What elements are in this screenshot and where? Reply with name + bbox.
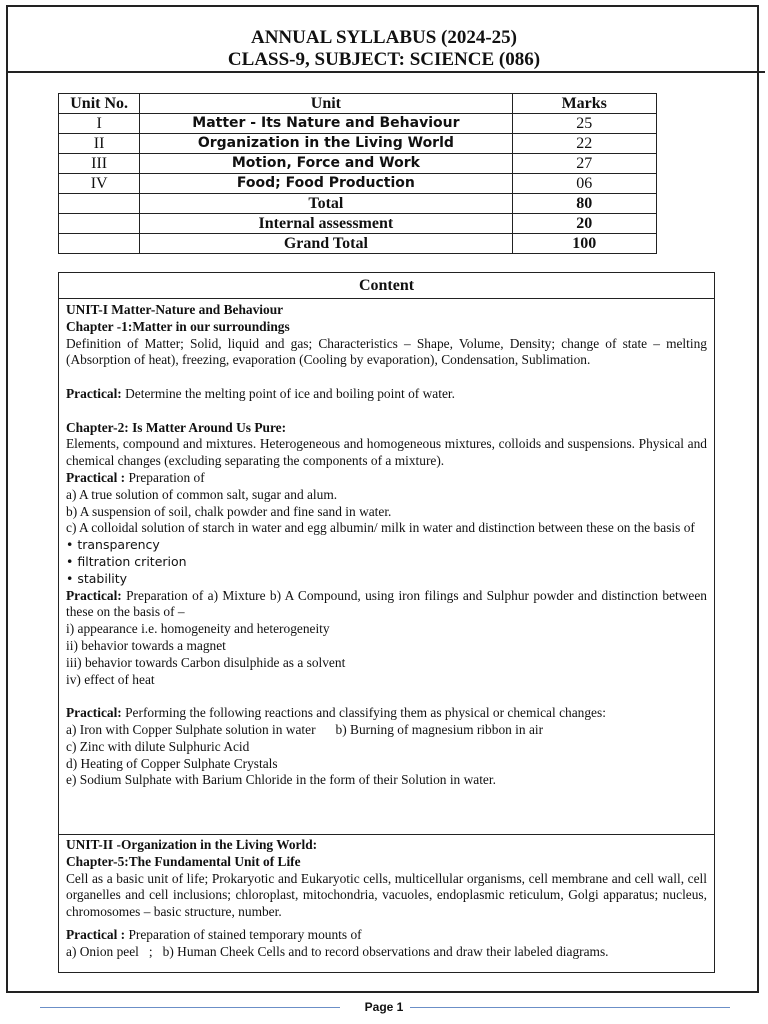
list-item bbox=[66, 722, 707, 739]
header-marks: Marks bbox=[512, 94, 657, 114]
table-row bbox=[59, 174, 657, 194]
chapter5-heading bbox=[66, 854, 707, 871]
unit-no-cell: III bbox=[59, 154, 140, 174]
practical-text: Performing the following reactions and classifying them as physical or chemical changes: bbox=[121, 705, 606, 721]
table-row bbox=[59, 114, 657, 134]
chapter5-text: Cell as a basic unit of life; Prokaryotic and Eukaryotic cells, multicellular organisms, cell membrane and cell wall, cell organelles and cell inclusions; chloroplast, mitochondria, vacuoles, endoplasmic reticulum, Golgi apparatus; nucleus, chromosomes – basic structure, number. bbox=[66, 870, 707, 920]
internal-assessment-row bbox=[59, 214, 657, 234]
list-item: d) Heating of Copper Sulphate Crystals bbox=[66, 755, 278, 771]
content-heading: Content bbox=[59, 273, 714, 299]
page-number: Page 1 bbox=[364, 1000, 404, 1014]
practical-text: Preparation of bbox=[125, 469, 205, 485]
chapter1-title: :Matter in our surroundings bbox=[127, 318, 290, 334]
practical-label: Practical: bbox=[66, 705, 122, 721]
practical-label: Practical: bbox=[66, 385, 122, 401]
chapter1-label: Chapter -1 bbox=[66, 318, 128, 334]
chapter5-label: Chapter-5 bbox=[66, 853, 125, 869]
content-box bbox=[58, 272, 715, 973]
total-row bbox=[59, 194, 657, 214]
header-unit-no: Unit No. bbox=[59, 94, 140, 114]
unit1-section bbox=[59, 299, 714, 835]
unit1-title: UNIT-I Matter-Nature and Behaviour bbox=[66, 302, 284, 317]
list-item: a) A true solution of common salt, sugar and alum. bbox=[66, 486, 338, 502]
list-item: iii) behavior towards Carbon disulphide as a solvent bbox=[66, 654, 346, 670]
class-subject-title: CLASS-9, SUBJECT: SCIENCE (086) bbox=[227, 49, 541, 70]
marks-cell: 06 bbox=[512, 174, 657, 194]
chapter5-title: :The Fundamental Unit of Life bbox=[124, 853, 301, 869]
practical-2 bbox=[66, 470, 707, 487]
unit-name-cell: Organization in the Living World bbox=[140, 134, 512, 154]
internal-assessment-marks: 20 bbox=[512, 214, 657, 234]
table-row bbox=[59, 154, 657, 174]
list-item: i) appearance i.e. homogeneity and heterogeneity bbox=[66, 621, 330, 637]
internal-assessment-label: Internal assessment bbox=[140, 214, 512, 234]
header-unit: Unit bbox=[140, 94, 512, 114]
reaction-b: b) Burning of magnesium ribbon in air bbox=[335, 721, 544, 737]
bullet-item: • transparency bbox=[66, 537, 160, 553]
unit2-section bbox=[59, 835, 714, 961]
practical-text: Preparation of a) Mixture b) A Compound, using iron filings and Sulphur powder and distinction between these on the basis of – bbox=[66, 587, 707, 620]
unit-no-cell bbox=[59, 194, 140, 214]
practical-label: Practical : bbox=[66, 926, 126, 942]
chapter2-text: Elements, compound and mixtures. Heterogeneous and homogeneous mixtures, colloids and suspensions. Physical and chemical changes (excluding separating the components of a mixture). bbox=[66, 436, 707, 469]
total-marks: 80 bbox=[512, 194, 657, 214]
practical-4 bbox=[66, 705, 707, 722]
unit-no-cell: II bbox=[59, 134, 140, 154]
marks-cell: 27 bbox=[512, 154, 657, 174]
unit-no-cell: IV bbox=[59, 174, 140, 194]
practical-5 bbox=[66, 927, 707, 944]
list-item: a) Onion peel ; b) Human Cheek Cells and to record observations and draw their labeled diagrams. bbox=[66, 943, 609, 959]
grand-total-label: Grand Total bbox=[140, 234, 512, 254]
bullet-item: • filtration criterion bbox=[66, 553, 187, 569]
chapter1-text: Definition of Matter; Solid, liquid and gas; Characteristics – Shape, Volume, Density; change of state – melting (Absorption of heat), freezing, evaporation (Cooling by evaporation), Condensation, Sublimation. bbox=[66, 335, 707, 368]
syllabus-title: ANNUAL SYLLABUS (2024-25) bbox=[250, 27, 518, 48]
practical-label: Practical : bbox=[66, 469, 126, 485]
list-item: e) Sodium Sulphate with Barium Chloride in the form of their Solution in water. bbox=[66, 772, 496, 788]
reaction-a: a) Iron with Copper Sulphate solution in water bbox=[66, 721, 316, 737]
unit2-title: UNIT-II -Organization in the Living World: bbox=[66, 837, 318, 852]
chapter2-title: Chapter-2: Is Matter Around Us Pure: bbox=[66, 419, 287, 435]
unit-name-cell: Matter - Its Nature and Behaviour bbox=[140, 114, 512, 134]
unit-name-cell: Food; Food Production bbox=[140, 174, 512, 194]
unit-no-cell: I bbox=[59, 114, 140, 134]
marks-cell: 25 bbox=[512, 114, 657, 134]
total-label: Total bbox=[140, 194, 512, 214]
list-item: b) A suspension of soil, chalk powder and fine sand in water. bbox=[66, 503, 392, 519]
chapter1-heading bbox=[66, 319, 707, 336]
grand-total-row bbox=[59, 234, 657, 254]
unit-name-cell: Motion, Force and Work bbox=[140, 154, 512, 174]
practical-label: Practical: bbox=[66, 587, 122, 603]
marks-cell: 22 bbox=[512, 134, 657, 154]
practical-3 bbox=[66, 588, 707, 622]
list-item: ii) behavior towards a magnet bbox=[66, 637, 226, 653]
marks-table bbox=[58, 93, 657, 254]
practical-text: Preparation of stained temporary mounts of bbox=[125, 926, 362, 942]
grand-total-marks: 100 bbox=[512, 234, 657, 254]
list-item: c) A colloidal solution of starch in water and egg albumin/ milk in water and distinction between these on the basis of bbox=[66, 520, 695, 536]
unit-no-cell bbox=[59, 214, 140, 234]
marks-table-header bbox=[59, 94, 657, 114]
list-item: c) Zinc with dilute Sulphuric Acid bbox=[66, 738, 250, 754]
table-row bbox=[59, 134, 657, 154]
unit-no-cell bbox=[59, 234, 140, 254]
practical-1 bbox=[66, 386, 707, 403]
list-item: iv) effect of heat bbox=[66, 671, 155, 687]
header-divider bbox=[6, 71, 765, 73]
practical-text: Determine the melting point of ice and boiling point of water. bbox=[121, 385, 455, 401]
bullet-item: • stability bbox=[66, 570, 128, 586]
